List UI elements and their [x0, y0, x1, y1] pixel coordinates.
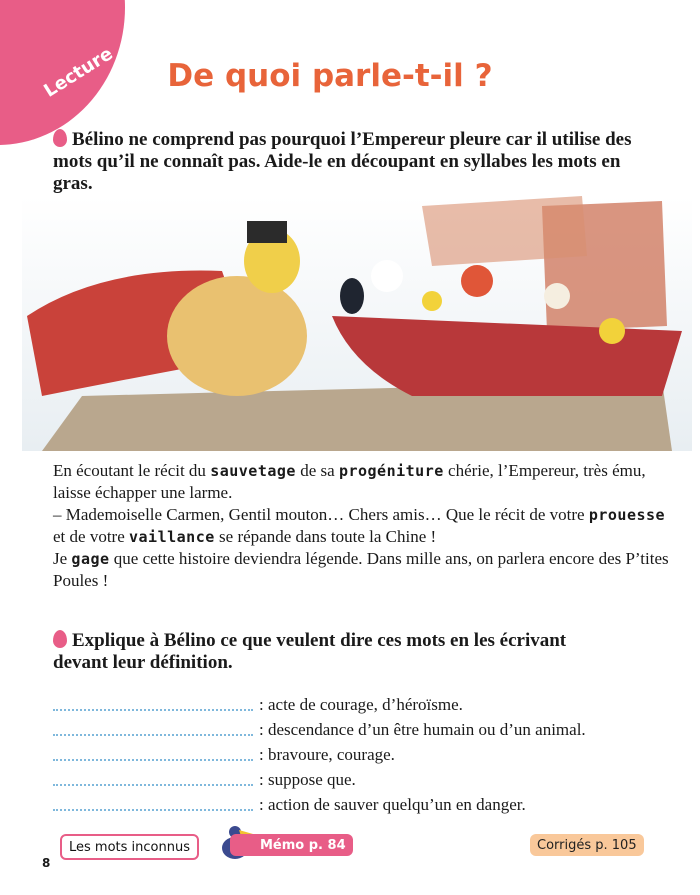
- definition-row: : suppose que.: [53, 767, 586, 792]
- definition-row: : acte de courage, d’héroïsme.: [53, 692, 586, 717]
- bold-word: sauvetage: [210, 462, 296, 480]
- topic-tag: Les mots inconnus: [60, 834, 199, 860]
- definition-row: : action de sauver quelqu’un en danger.: [53, 792, 586, 817]
- instruction-1: [53, 129, 653, 195]
- egg-icon: [53, 129, 67, 147]
- answer-blank[interactable]: [53, 724, 253, 736]
- page-number: 8: [42, 856, 51, 870]
- instruction-1-text: Bélino ne comprend pas pourquoi l’Empereur pleure car il utilise des mots qu’il ne connaît pas. Aide-le en découpant en syllabes les mots en gras.: [53, 129, 632, 194]
- story-passage: En écoutant le récit du sauvetage de sa progéniture chérie, l’Empereur, très ému, laisse échapper une larme. – Mademoiselle Carmen, Gentil mouton… Chers amis… Que le récit de votre prouesse et de votre vaillance se répande dans toute la Chine ! Je gage que cette histoire deviendra légende. Dans mille ans, on parlera encore des P’tites Poules !: [53, 461, 669, 590]
- corriges-link[interactable]: Corrigés p. 105: [530, 834, 644, 856]
- memo-link[interactable]: Mémo p. 84: [230, 834, 353, 856]
- bottle: [340, 278, 364, 314]
- answer-blank[interactable]: [53, 774, 253, 786]
- definition-row: : descendance d’un être humain ou d’un animal.: [53, 717, 586, 742]
- page-title: [0, 58, 700, 94]
- answer-blank[interactable]: [53, 749, 253, 761]
- bold-word: prouesse: [588, 506, 666, 524]
- bold-word: gage: [71, 550, 110, 568]
- instruction-2: [53, 630, 613, 674]
- section-label: Lecture: [40, 43, 117, 102]
- page-title-text: De quoi parle-t-il ?: [167, 58, 493, 94]
- emperor: [167, 276, 307, 396]
- egg-icon: [53, 630, 67, 648]
- definitions-list: [53, 692, 586, 817]
- definition-row: : bravoure, courage.: [53, 742, 586, 767]
- instruction-2-text: Explique à Bélino ce que veulent dire ces mots en les écrivant devant leur définition.: [53, 630, 567, 673]
- answer-blank[interactable]: [53, 799, 253, 811]
- story-illustration: [22, 196, 692, 451]
- bold-word: progéniture: [338, 462, 444, 480]
- answer-blank[interactable]: [53, 699, 253, 711]
- bold-word: vaillance: [129, 528, 215, 546]
